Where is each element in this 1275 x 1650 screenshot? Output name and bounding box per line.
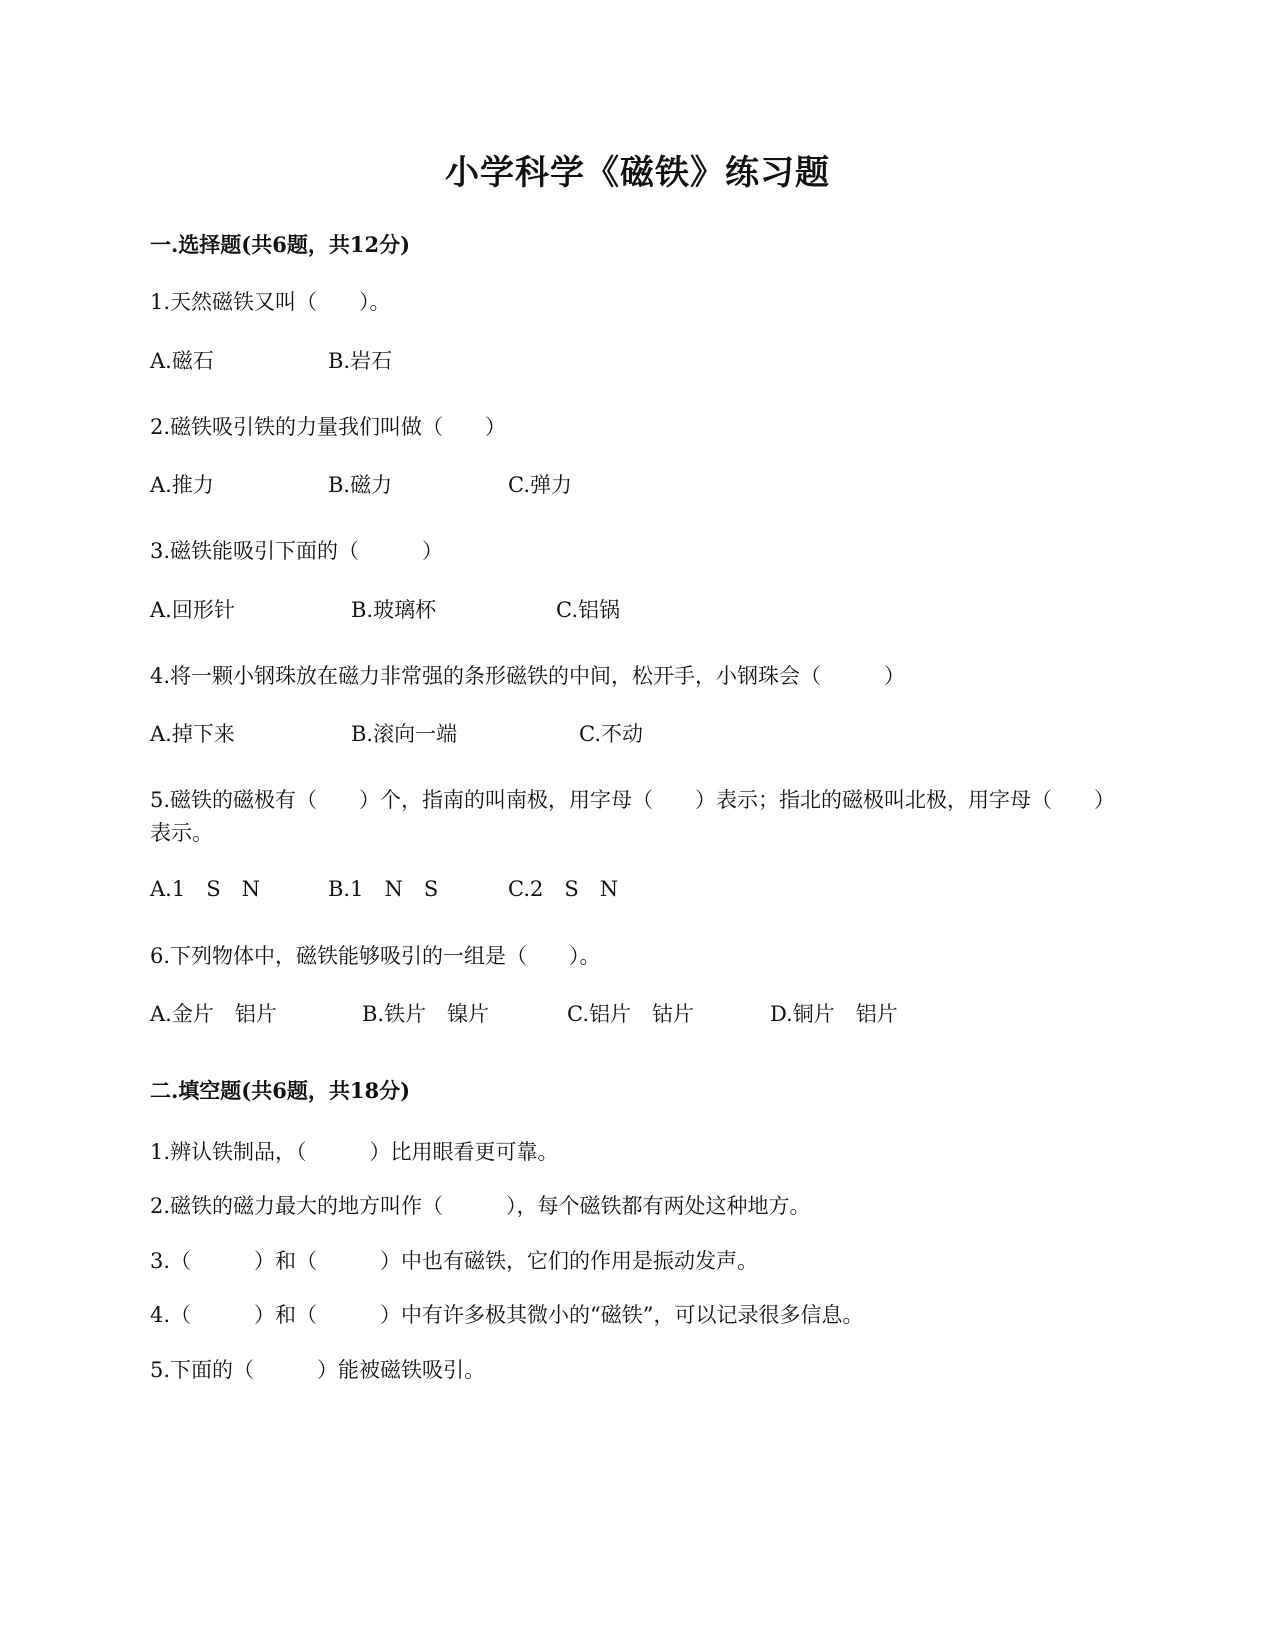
- fill-question-text: 2.磁铁的磁力最大的地方叫作（ ），每个磁铁都有两处这种地方。: [150, 1194, 811, 1218]
- question-option: B.玻璃杯: [351, 598, 437, 622]
- section-heading-choice: 一.选择题(共6题，共12分): [150, 232, 411, 257]
- question-option: C.铝片 钴片: [567, 1002, 694, 1026]
- question-option: B.磁力: [328, 473, 393, 497]
- question-option: C.2 S N: [508, 877, 619, 901]
- question-text: 6.下列物体中，磁铁能够吸引的一组是（ ）。: [150, 944, 601, 968]
- fill-question-text: 3.（ ）和（ ）中也有磁铁，它们的作用是振动发声。: [150, 1249, 759, 1273]
- section-heading-fill: 二.填空题(共6题，共18分): [150, 1078, 411, 1103]
- question-option: B.1 N S: [328, 877, 439, 901]
- question-text: 5.磁铁的磁极有（ ）个，指南的叫南极，用字母（ ）表示；指北的磁极叫北极，用字母（ ）表示。: [150, 788, 1116, 845]
- page-title: 小学科学《磁铁》练习题: [445, 153, 830, 193]
- question-option: C.铝锅: [556, 598, 620, 622]
- question-option: A.掉下来: [150, 722, 235, 746]
- fill-question-text: 5.下面的（ ）能被磁铁吸引。: [150, 1358, 486, 1382]
- question-text: 4.将一颗小钢珠放在磁力非常强的条形磁铁的中间，松开手，小钢珠会（ ）: [150, 664, 906, 688]
- question-option: A.推力: [150, 473, 214, 497]
- question-text: 1.天然磁铁又叫（ ）。: [150, 290, 391, 314]
- question-text: 2.磁铁吸引铁的力量我们叫做（ ）: [150, 415, 507, 439]
- question-option: A.金片 铝片: [150, 1002, 277, 1026]
- question-option: C.弹力: [508, 473, 572, 497]
- question-option: A.回形针: [150, 598, 235, 622]
- question-option: B.铁片 镍片: [362, 1002, 490, 1026]
- question-option: D.铜片 铝片: [770, 1002, 898, 1026]
- question-option: B.滚向一端: [351, 722, 458, 746]
- question-option: C.不动: [579, 722, 643, 746]
- fill-question-text: 4.（ ）和（ ）中有许多极其微小的“磁铁”，可以记录很多信息。: [150, 1303, 864, 1327]
- question-text: 3.磁铁能吸引下面的（ ）: [150, 539, 444, 563]
- question-option: A.1 S N: [150, 877, 260, 901]
- fill-question-text: 1.辨认铁制品，（ ）比用眼看更可靠。: [150, 1140, 559, 1164]
- question-option: B.岩石: [328, 349, 393, 373]
- question-option: A.磁石: [150, 349, 214, 373]
